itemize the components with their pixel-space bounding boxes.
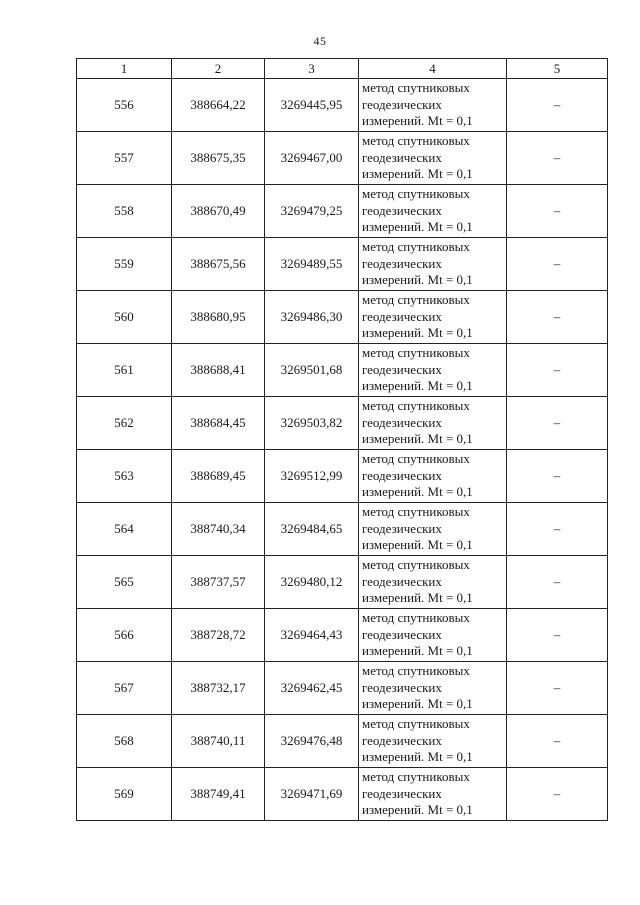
method-cell bbox=[359, 503, 507, 556]
table-row bbox=[77, 715, 608, 768]
table-body bbox=[77, 79, 608, 821]
method-cell bbox=[359, 132, 507, 185]
method-cell bbox=[359, 556, 507, 609]
coord-y: 3269503,82 bbox=[265, 397, 359, 450]
method-line: измерений. Mt = 0,1 bbox=[362, 590, 473, 606]
method-line: измерений. Mt = 0,1 bbox=[362, 537, 473, 553]
method-line: метод спутниковых bbox=[362, 451, 470, 467]
table-row bbox=[77, 662, 608, 715]
method-line: геодезических bbox=[362, 149, 442, 165]
table-row bbox=[77, 609, 608, 662]
method-cell bbox=[359, 291, 507, 344]
table-row bbox=[77, 132, 608, 185]
method-cell bbox=[359, 79, 507, 132]
coord-y: 3269464,43 bbox=[265, 609, 359, 662]
method-line: метод спутниковых bbox=[362, 557, 470, 573]
note-dash: – bbox=[507, 715, 608, 768]
point-number: 568 bbox=[77, 715, 172, 768]
table-row bbox=[77, 185, 608, 238]
method-line: измерений. Mt = 0,1 bbox=[362, 166, 473, 182]
method-cell bbox=[359, 185, 507, 238]
coord-x: 388740,34 bbox=[172, 503, 265, 556]
method-line: измерений. Mt = 0,1 bbox=[362, 484, 473, 500]
table-row bbox=[77, 768, 608, 821]
table-row bbox=[77, 291, 608, 344]
header-col-4: 4 bbox=[359, 59, 507, 79]
table-row bbox=[77, 503, 608, 556]
table-header bbox=[77, 59, 608, 79]
coord-y: 3269467,00 bbox=[265, 132, 359, 185]
point-number: 558 bbox=[77, 185, 172, 238]
method-line: метод спутниковых bbox=[362, 504, 470, 520]
coord-x: 388664,22 bbox=[172, 79, 265, 132]
method-line: метод спутниковых bbox=[362, 610, 470, 626]
note-dash: – bbox=[507, 238, 608, 291]
point-number: 565 bbox=[77, 556, 172, 609]
coord-x: 388680,95 bbox=[172, 291, 265, 344]
note-dash: – bbox=[507, 397, 608, 450]
method-line: геодезических bbox=[362, 785, 442, 801]
method-line: измерений. Mt = 0,1 bbox=[362, 325, 473, 341]
method-cell bbox=[359, 609, 507, 662]
note-dash: – bbox=[507, 556, 608, 609]
method-line: геодезических bbox=[362, 361, 442, 377]
method-line: метод спутниковых bbox=[362, 769, 470, 785]
coord-x: 388740,11 bbox=[172, 715, 265, 768]
table-row bbox=[77, 344, 608, 397]
note-dash: – bbox=[507, 185, 608, 238]
method-line: геодезических bbox=[362, 467, 442, 483]
note-dash: – bbox=[507, 132, 608, 185]
method-line: измерений. Mt = 0,1 bbox=[362, 219, 473, 235]
method-cell bbox=[359, 662, 507, 715]
header-col-3: 3 bbox=[265, 59, 359, 79]
coord-x: 388675,56 bbox=[172, 238, 265, 291]
method-line: геодезических bbox=[362, 255, 442, 271]
point-number: 562 bbox=[77, 397, 172, 450]
method-line: геодезических bbox=[362, 520, 442, 536]
point-number: 559 bbox=[77, 238, 172, 291]
method-line: геодезических bbox=[362, 96, 442, 112]
coord-x: 388688,41 bbox=[172, 344, 265, 397]
method-line: метод спутниковых bbox=[362, 716, 470, 732]
note-dash: – bbox=[507, 79, 608, 132]
method-line: метод спутниковых bbox=[362, 186, 470, 202]
method-line: измерений. Mt = 0,1 bbox=[362, 272, 473, 288]
coord-y: 3269489,55 bbox=[265, 238, 359, 291]
note-dash: – bbox=[507, 503, 608, 556]
coord-x: 388728,72 bbox=[172, 609, 265, 662]
point-number: 563 bbox=[77, 450, 172, 503]
method-line: геодезических bbox=[362, 626, 442, 642]
method-line: измерений. Mt = 0,1 bbox=[362, 643, 473, 659]
method-cell bbox=[359, 450, 507, 503]
coord-y: 3269479,25 bbox=[265, 185, 359, 238]
note-dash: – bbox=[507, 609, 608, 662]
coord-y: 3269484,65 bbox=[265, 503, 359, 556]
method-line: геодезических bbox=[362, 732, 442, 748]
method-cell bbox=[359, 238, 507, 291]
coord-x: 388684,45 bbox=[172, 397, 265, 450]
method-line: геодезических bbox=[362, 573, 442, 589]
method-line: измерений. Mt = 0,1 bbox=[362, 749, 473, 765]
note-dash: – bbox=[507, 344, 608, 397]
point-number: 560 bbox=[77, 291, 172, 344]
header-col-2: 2 bbox=[172, 59, 265, 79]
header-row bbox=[77, 59, 608, 79]
method-line: измерений. Mt = 0,1 bbox=[362, 431, 473, 447]
method-line: геодезических bbox=[362, 202, 442, 218]
method-line: геодезических bbox=[362, 308, 442, 324]
method-cell bbox=[359, 715, 507, 768]
point-number: 556 bbox=[77, 79, 172, 132]
table-row bbox=[77, 397, 608, 450]
coord-y: 3269480,12 bbox=[265, 556, 359, 609]
method-line: измерений. Mt = 0,1 bbox=[362, 802, 473, 818]
method-line: метод спутниковых bbox=[362, 239, 470, 255]
coord-y: 3269512,99 bbox=[265, 450, 359, 503]
coord-y: 3269501,68 bbox=[265, 344, 359, 397]
coord-y: 3269476,48 bbox=[265, 715, 359, 768]
coord-y: 3269471,69 bbox=[265, 768, 359, 821]
coord-x: 388737,57 bbox=[172, 556, 265, 609]
note-dash: – bbox=[507, 291, 608, 344]
coord-x: 388732,17 bbox=[172, 662, 265, 715]
note-dash: – bbox=[507, 450, 608, 503]
method-line: геодезических bbox=[362, 414, 442, 430]
method-line: метод спутниковых bbox=[362, 345, 470, 361]
note-dash: – bbox=[507, 662, 608, 715]
coord-y: 3269462,45 bbox=[265, 662, 359, 715]
point-number: 566 bbox=[77, 609, 172, 662]
point-number: 567 bbox=[77, 662, 172, 715]
method-line: измерений. Mt = 0,1 bbox=[362, 378, 473, 394]
header-col-1: 1 bbox=[77, 59, 172, 79]
point-number: 561 bbox=[77, 344, 172, 397]
point-number: 564 bbox=[77, 503, 172, 556]
coord-x: 388749,41 bbox=[172, 768, 265, 821]
method-line: геодезических bbox=[362, 679, 442, 695]
method-line: метод спутниковых bbox=[362, 80, 470, 96]
method-line: измерений. Mt = 0,1 bbox=[362, 696, 473, 712]
method-line: метод спутниковых bbox=[362, 663, 470, 679]
page-number: 45 bbox=[313, 34, 327, 48]
method-line: метод спутниковых bbox=[362, 292, 470, 308]
method-cell bbox=[359, 344, 507, 397]
coord-y: 3269486,30 bbox=[265, 291, 359, 344]
method-cell bbox=[359, 397, 507, 450]
table-row bbox=[77, 79, 608, 132]
point-number: 569 bbox=[77, 768, 172, 821]
coord-x: 388670,49 bbox=[172, 185, 265, 238]
table-row bbox=[77, 556, 608, 609]
coordinates-table bbox=[76, 58, 608, 821]
note-dash: – bbox=[507, 768, 608, 821]
method-line: метод спутниковых bbox=[362, 398, 470, 414]
coord-x: 388675,35 bbox=[172, 132, 265, 185]
point-number: 557 bbox=[77, 132, 172, 185]
method-line: метод спутниковых bbox=[362, 133, 470, 149]
table-row bbox=[77, 450, 608, 503]
table-row bbox=[77, 238, 608, 291]
method-cell bbox=[359, 768, 507, 821]
header-col-5: 5 bbox=[507, 59, 608, 79]
coord-y: 3269445,95 bbox=[265, 79, 359, 132]
coord-x: 388689,45 bbox=[172, 450, 265, 503]
method-line: измерений. Mt = 0,1 bbox=[362, 113, 473, 129]
